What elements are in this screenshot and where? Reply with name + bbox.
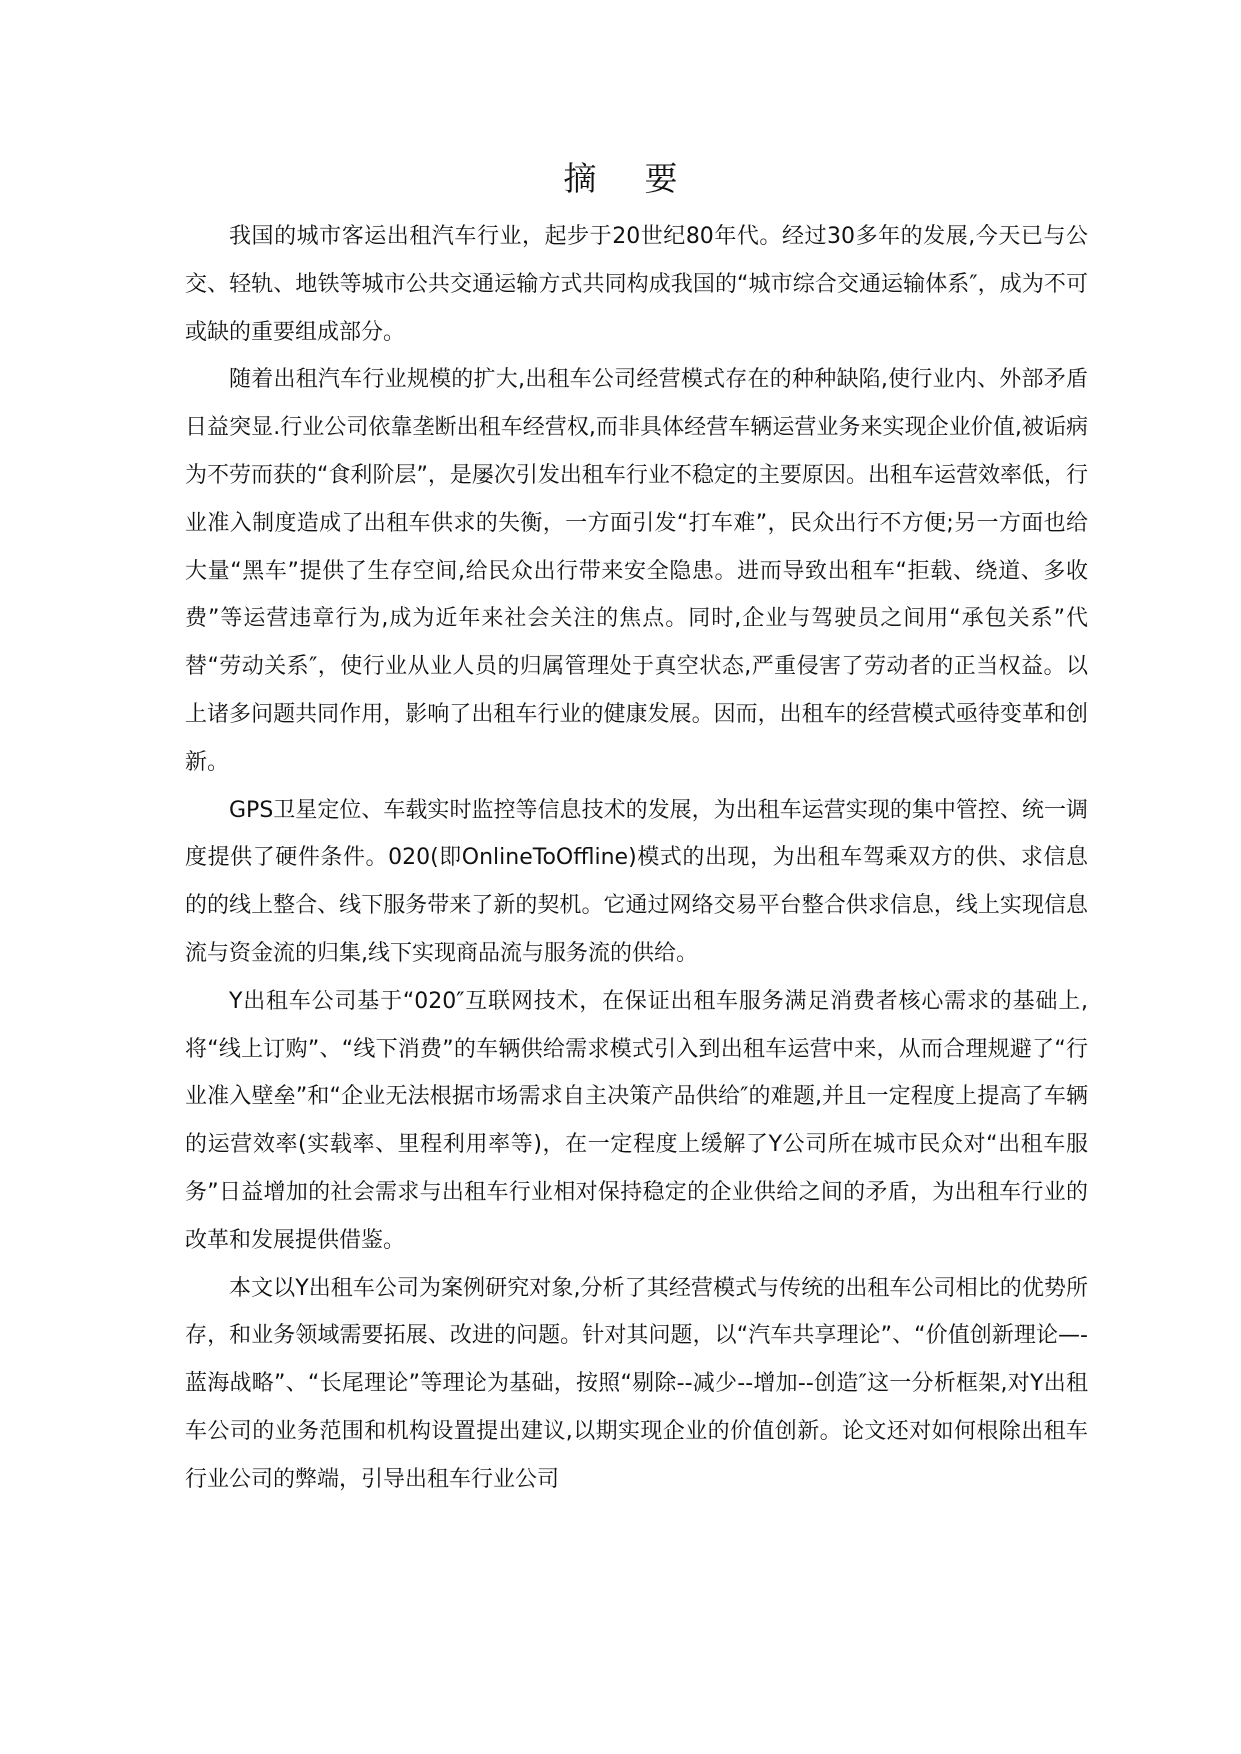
abstract-title: 摘要 (563, 159, 726, 198)
paragraph-5: 本文以Y出租车公司为案例研究对象,分析了其经营模式与传统的出租车公司相比的优势所存，和业务领域需要拓展、改进的问题。针对其问题，以“汽车共享理论”、“价值创新理论—-蓝海战略”、“长尾理论”等理论为基础，按照“剔除--减少--增加--创造″这一分析框架,对Y出租车公司的业务范围和机构设置提出建议,以期实现企业的价值创新。论文还对如何根除出租车行业公司的弊端，引导出租车行业公司 (185, 1275, 1088, 1492)
paragraph-2: 随着出租汽车行业规模的扩大,出租车公司经营模式存在的种种缺陷,使行业内、外部矛盾日益突显.行业公司依靠垄断出租车经营权,而非具体经营车辆运营业务来实现企业价值,被诟病为不劳而获的“食利阶层”，是屡次引发出租车行业不稳定的主要原因。出租车运营效率低，行业准入制度造成了出租车供求的失衡，一方面引发“打车难”，民众出行不方便;另一方面也给大量“黑车”提供了生存空间,给民众出行带来安全隐患。进而导致出租车“拒载、绕道、多收费”等运营违章行为,成为近年来社会关注的焦点。同时,企业与驾驶员之间用“承包关系”代替“劳动关系″，使行业从业人员的归属管理处于真空状态,严重侵害了劳动者的正当权益。以上诸多问题共同作用，影响了出租车行业的健康发展。因而，出租车的经营模式亟待变革和创新。 (185, 367, 1088, 775)
paragraph-1: 我国的城市客运出租汽车行业，起步于20世纪80年代。经过30多年的发展,今天已与公交、轻轨、地铁等城市公共交通运输方式共同构成我国的“城市综合交通运输体系″，成为不可或缺的重要组成部分。 (185, 224, 1088, 345)
paragraph-4: Y出租车公司基于“020″互联网技术，在保证出租车服务满足消费者核心需求的基础上,将“线上订购”、“线下消费”的车辆供给需求模式引入到出租车运营中来，从而合理规避了“行业准入壁垒”和“企业无法根据市场需求自主决策产品供给″的难题,并且一定程度上提高了车辆的运营效率(实载率、里程利用率等)，在一定程度上缓解了Y公司所在城市民众对“出租车服务”日益增加的社会需求与出租车行业相对保持稳定的企业供给之间的矛盾，为出租车行业的改革和发展提供借鉴。 (185, 988, 1088, 1253)
paragraph-3: GPS卫星定位、车载实时监控等信息技术的发展，为出租车运营实现的集中管控、统一调度提供了硬件条件。020(即OnlineToOffline)模式的出现，为出租车驾乘双方的供、求信息的的线上整合、线下服务带来了新的契机。它通过网络交易平台整合供求信息，线上实现信息流与资金流的归集,线下实现商品流与服务流的供给。 (185, 797, 1088, 966)
abstract-body (185, 213, 1088, 1504)
